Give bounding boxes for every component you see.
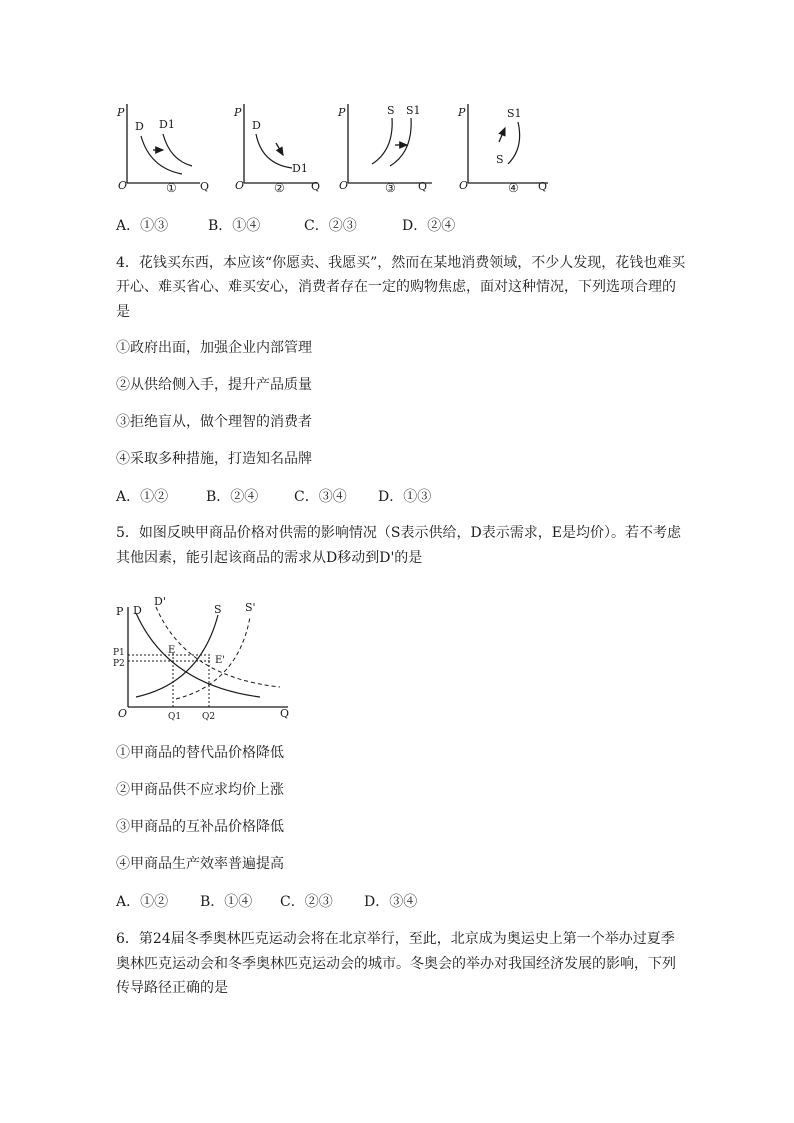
sd-curve-d (136, 613, 260, 697)
graph-3 (337, 104, 432, 195)
graph-2-curve-d: D (252, 119, 261, 132)
graph-2-number: ② (274, 181, 285, 195)
sd-p-label: P (116, 605, 124, 618)
graph-3-curve-s: S (387, 104, 395, 117)
sd-s-label: S (214, 603, 222, 616)
q4-options (116, 488, 431, 506)
graph-3-number: ③ (385, 181, 396, 195)
q5-options (116, 893, 417, 911)
graph-4-number: ④ (508, 181, 519, 195)
q5-stem-line-2: 其他因素，能引起该商品的需求从D移动到D'的是 (116, 550, 423, 566)
graph-2 (233, 104, 320, 195)
graph-1-number: ① (166, 181, 177, 195)
q4-stem-line-1: 4．花钱买东西，本应该“你愿卖、我愿买”，然而在某地消费领域，不少人发现，花钱也难买 (116, 255, 686, 271)
sd-p2-label: P2 (113, 659, 125, 669)
graph-1-q-label: Q (200, 180, 210, 193)
graph-3-o-label: O (339, 179, 349, 192)
graph-1-p-label: P (117, 106, 125, 119)
sd-q1-label: Q1 (168, 712, 182, 722)
q4-stem-line-2: 开心、难买省心、难买安心，消费者存在一定的购物焦虑，面对这种情况，下列选项合理的 (116, 279, 676, 295)
q5-option-b[interactable]: B．①④ (200, 894, 253, 910)
q4-option-c[interactable]: C．③④ (294, 489, 347, 505)
sd-e-label: E (168, 645, 176, 656)
q5-option-a[interactable]: A．①② (116, 894, 169, 910)
q4-option-a[interactable]: A．①② (116, 489, 169, 505)
q4-item-3: ③拒绝盲从，做个理智的消费者 (116, 414, 312, 430)
sd-q2-label: Q2 (202, 712, 216, 722)
q3-options (116, 217, 455, 235)
q4-option-b[interactable]: B．②④ (206, 489, 259, 505)
graph-3-q-label: Q (418, 180, 428, 193)
q6-stem-line-2: 奥林匹克运动会和冬季奥林匹克运动会的城市。冬奥会的举办对我国经济发展的影响，下列 (116, 956, 676, 972)
graph-2-o-label: O (235, 179, 245, 192)
graph-4 (457, 104, 548, 195)
sd-d2-label: D' (154, 595, 166, 608)
q3-option-a[interactable]: A．①③ (116, 218, 169, 234)
q3-option-d[interactable]: D．②④ (402, 218, 456, 234)
sd-o-label: O (118, 707, 128, 720)
sd-s2-label: S' (245, 601, 256, 614)
graph-1-o-label: O (118, 179, 128, 192)
sd-d-label: D (133, 604, 142, 617)
graph-2-q-label: Q (311, 180, 321, 193)
graph-2-curve-d1: D1 (292, 162, 308, 175)
q4-option-d[interactable]: D．①③ (378, 489, 432, 505)
q5-item-1: ①甲商品的替代品价格降低 (116, 745, 284, 761)
q3-option-b[interactable]: B．①④ (208, 218, 261, 234)
q5-item-2: ②甲商品供不应求均价上涨 (116, 782, 284, 798)
graph-4-curve-s: S (496, 153, 504, 166)
q4-item-2: ②从供给侧入手，提升产品质量 (116, 377, 312, 393)
sd-curve-s (136, 615, 218, 697)
graph-1-curve-d1: D1 (159, 118, 175, 131)
top-graphs (0, 0, 794, 210)
graph-3-curve-s1: S1 (406, 104, 421, 117)
graph-4-o-label: O (459, 179, 469, 192)
q4-item-4: ④采取多种措施，打造知名品牌 (116, 451, 312, 467)
q6-stem-line-1: 6．第24届冬季奥林匹克运动会将在北京举行，至此，北京成为奥运史上第一个举办过夏季 (116, 931, 675, 947)
graph-4-q-label: Q (538, 180, 548, 193)
graph-1-curve-d: D (135, 120, 144, 133)
q5-item-3: ③甲商品的互补品价格降低 (116, 819, 284, 835)
q3-option-c[interactable]: C．②③ (304, 218, 357, 234)
q5-option-d[interactable]: D．③④ (364, 894, 418, 910)
q5-option-c[interactable]: C．②③ (280, 894, 333, 910)
graph-4-curve-s1: S1 (507, 107, 522, 120)
graph-3-p-label: P (338, 106, 346, 119)
supply-demand-graph (110, 595, 310, 725)
q6-stem-line-3: 传导路径正确的是 (116, 980, 228, 996)
sd-q-label: Q (280, 707, 290, 720)
sd-e2-label: E' (215, 655, 226, 666)
graph-2-p-label: P (234, 106, 242, 119)
sd-p1-label: P1 (113, 648, 125, 658)
q4-stem-line-3: 是 (116, 304, 130, 320)
q5-stem-line-1: 5．如图反映甲商品价格对供需的影响情况（S表示供给，D表示需求，E是均价）。若不考虑 (116, 525, 681, 541)
q4-item-1: ①政府出面，加强企业内部管理 (116, 340, 312, 356)
graph-1 (116, 104, 209, 195)
q5-item-4: ④甲商品生产效率普遍提高 (116, 856, 284, 872)
graph-4-p-label: P (458, 106, 466, 119)
